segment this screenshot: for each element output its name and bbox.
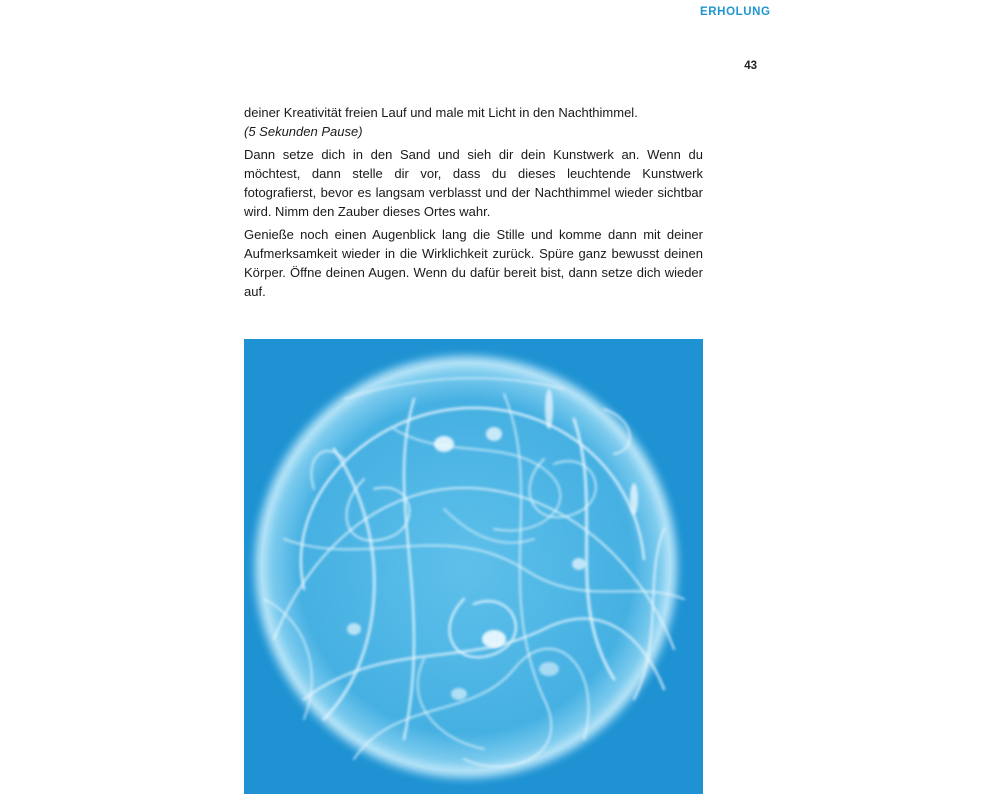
- sparkle: [451, 688, 467, 700]
- paragraph-1-text: deiner Kreativität freien Lauf und male mit Licht in den Nachthimmel.: [244, 105, 638, 120]
- sparkle: [482, 630, 506, 648]
- sparkle: [486, 427, 502, 441]
- page-number: 43: [744, 60, 757, 72]
- sparkle: [539, 662, 559, 676]
- sparkle: [434, 436, 454, 452]
- sparkle: [545, 389, 553, 429]
- orb-glow: [244, 345, 688, 789]
- sparkle: [572, 558, 586, 570]
- pause-note: (5 Sekunden Pause): [244, 124, 363, 139]
- light-painting-illustration: [244, 339, 703, 794]
- sparkle: [347, 623, 361, 635]
- paragraph-2: Dann setze dich in den Sand und sieh dir dein Kunstwerk an. Wenn du möchtest, dann stelle dir vor, dass du dieses leuchtende Kunstwerk fotografierst, bevor es langsam verblasst und der Nachthimmel wieder sichtbar wird. Nimm den Zauber dieses Ortes wahr.: [244, 147, 703, 219]
- paragraph-3: Genieße noch einen Augenblick lang die Stille und komme dann mit deiner Aufmerksamkeit wieder in die Wirklichkeit zurück. Spüre ganz bewusst deinen Körper. Öffne deinen Augen. Wenn du dafür bereit bist, dann setze dich wieder auf.: [244, 227, 703, 299]
- light-painting-photo: [244, 339, 703, 794]
- section-title: ERHOLUNG: [700, 6, 771, 18]
- paragraph-1: [244, 103, 703, 141]
- body-text: [244, 103, 703, 305]
- sparkle: [630, 483, 638, 515]
